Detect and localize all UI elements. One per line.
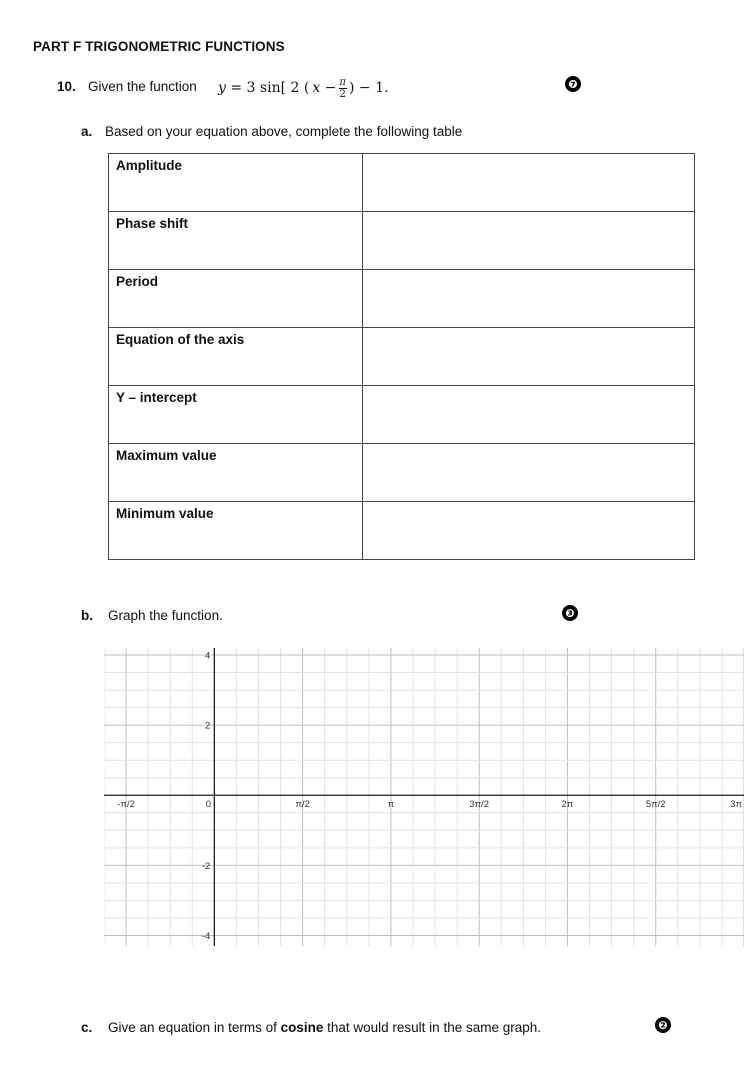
part-b-text: Graph the function. [108,608,223,623]
table-row [109,386,695,444]
part-c-label: c. [81,1020,93,1035]
answer-cell[interactable] [363,154,695,212]
marks-badge-c: ❷ [655,1017,671,1033]
part-a-text: Based on your equation above, complete the following table [105,124,463,139]
eq-lhs: y [218,80,226,96]
eq-tail: ) − 1. [349,80,389,96]
y-tick-label: 4 [205,650,211,662]
answer-cell[interactable] [363,328,695,386]
row-label: Equation of the axis [109,328,363,386]
graph-grid[interactable] [104,648,744,946]
frac-denominator: 2 [339,88,346,100]
table-row [109,328,695,386]
part-c-cosine: cosine [280,1020,324,1035]
x-tick-label: 0 [205,799,211,811]
function-equation [218,74,388,102]
eq-var: x [312,80,321,96]
part-c-text-before: Give an equation in terms of [108,1020,281,1035]
part-a-label: a. [81,124,93,139]
marks-badge-b: ❸ [562,605,578,621]
part-title: PART F TRIGONOMETRIC FUNCTIONS [33,39,285,54]
x-tick-label: -π/2 [117,799,135,811]
answer-cell[interactable] [363,270,695,328]
pi-over-2-fraction [338,77,347,100]
properties-table [108,153,695,560]
part-c-text-after: that would result in the same graph. [323,1020,541,1035]
question-text: Given the function [88,79,197,94]
table-row [109,154,695,212]
x-tick-label: π [387,799,395,811]
question-number: 10. [57,79,76,94]
x-tick-label: 3π/2 [469,799,490,811]
table-row [109,270,695,328]
table-row [109,444,695,502]
table-row [109,212,695,270]
row-label: Phase shift [109,212,363,270]
x-tick-label: π/2 [295,799,310,811]
table-row [109,502,695,560]
frac-numerator: π [339,76,346,88]
x-tick-label: 5π/2 [645,799,666,811]
eq-middle: = 3 sin[ 2 ( [225,80,310,96]
answer-cell[interactable] [363,444,695,502]
y-tick-label: -4 [201,930,211,942]
row-label: Amplitude [109,154,363,212]
y-tick-label: -2 [201,860,211,872]
part-c-text [108,1020,541,1035]
marks-badge-q10: ❼ [565,76,581,92]
row-label: Period [109,270,363,328]
answer-cell[interactable] [363,386,695,444]
answer-cell[interactable] [363,212,695,270]
row-label: Minimum value [109,502,363,560]
x-tick-label: 2π [561,799,574,811]
eq-minus: − [320,80,337,96]
answer-cell[interactable] [363,502,695,560]
row-label: Maximum value [109,444,363,502]
row-label: Y – intercept [109,386,363,444]
x-tick-label: 3π [730,799,742,811]
y-tick-label: 2 [205,720,211,732]
part-b-label: b. [81,608,93,623]
